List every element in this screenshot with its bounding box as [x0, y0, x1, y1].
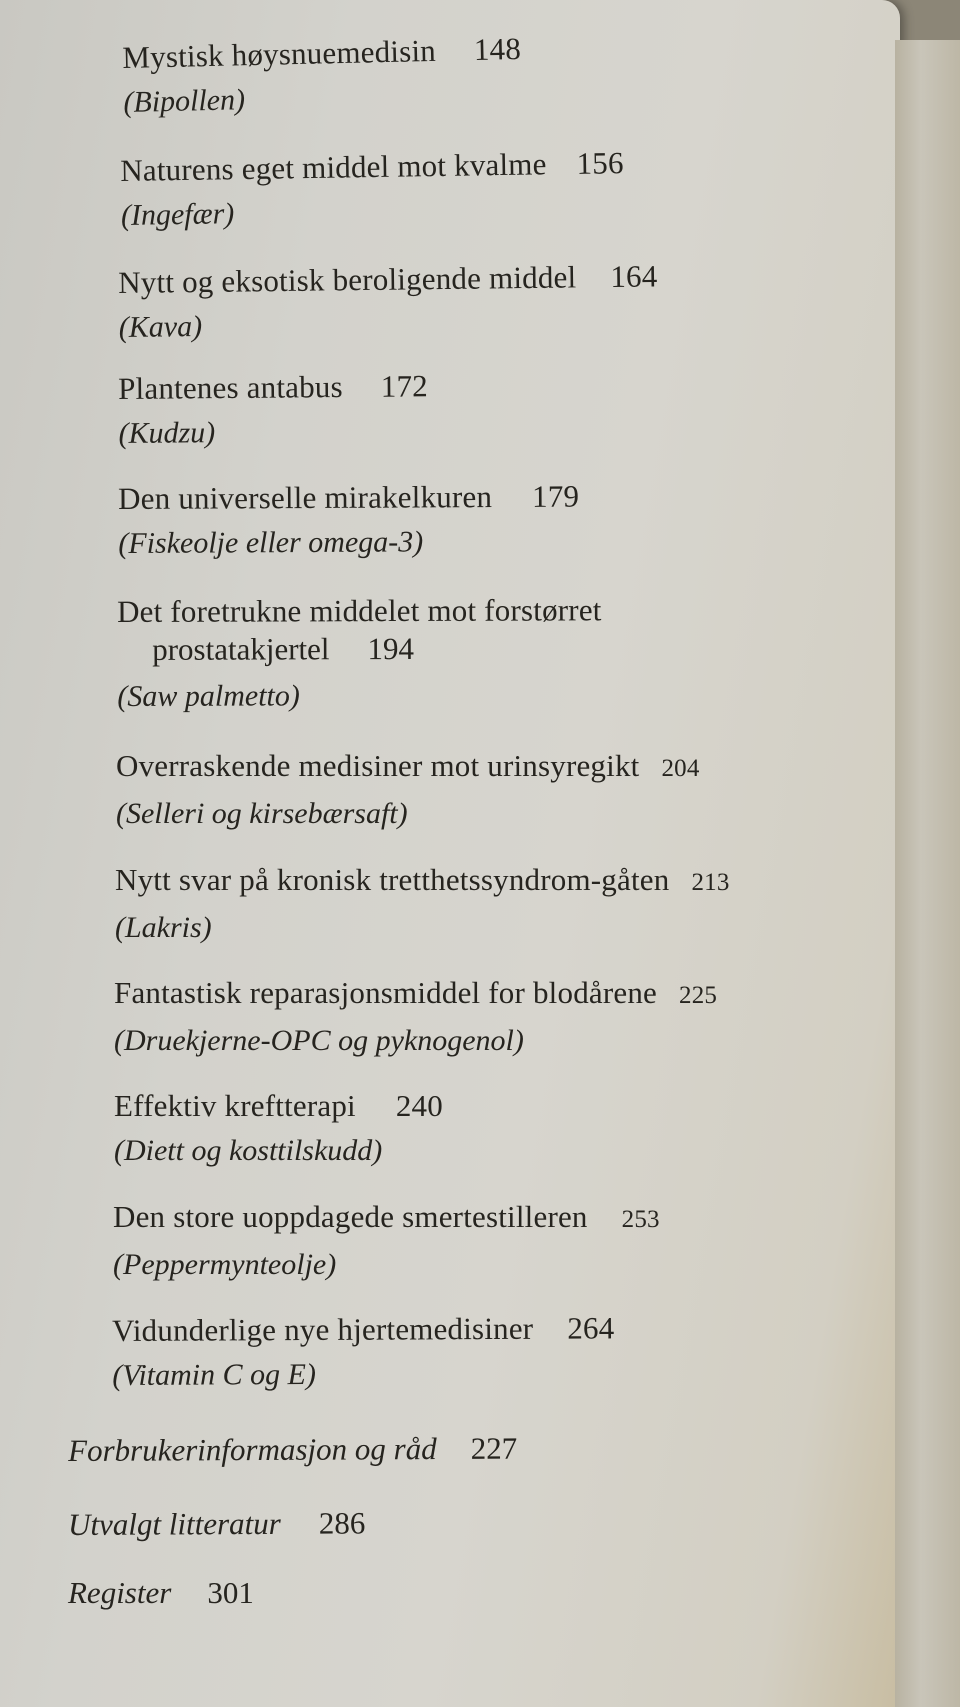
toc-entry-page-number: 194: [367, 630, 415, 667]
toc-entry-title-line: [115, 862, 960, 901]
toc-entry-title-line: [117, 591, 960, 630]
toc-entry-title-line: [118, 476, 960, 517]
toc-entry: [118, 363, 960, 453]
toc-entry-title-line: [114, 975, 960, 1014]
toc-entry-subtitle: (Selleri og kirsebærsaft): [116, 797, 408, 830]
toc-entry: [116, 748, 960, 833]
toc-entry-page-number: 156: [576, 145, 624, 181]
toc-entry-page-number: 213: [691, 869, 730, 896]
toc-entry-page-number: 240: [395, 1088, 443, 1123]
toc-entry-title: Plantenes antabus: [118, 369, 343, 406]
toc-entry-title-line: [118, 254, 960, 301]
toc-entry-title-line: [118, 363, 960, 407]
toc-entry: [115, 862, 960, 947]
toc-entry: [117, 591, 960, 716]
toc-entry-subtitle: (Saw palmetto): [117, 679, 300, 713]
toc-section: [68, 1575, 254, 1611]
toc-section-page-number: 301: [207, 1575, 254, 1610]
toc-entry: [118, 476, 960, 563]
toc-entry-title-line: [116, 748, 960, 787]
toc-entry-page-number: 148: [473, 30, 522, 68]
toc-section: [68, 1505, 365, 1543]
toc-entry-title: Fantastisk reparasjonsmiddel for blodårene: [114, 975, 657, 1010]
toc-entry-title: Naturens eget middel mot kvalme: [120, 146, 547, 188]
toc-entry: [120, 139, 960, 235]
toc-entry: [118, 254, 960, 347]
toc-entry-subtitle: (Druekjerne-OPC og pyknogenol): [114, 1024, 524, 1057]
toc-entry-title: Overraskende medisiner mot urinsyregikt: [116, 748, 640, 783]
toc-section-title: Register: [68, 1575, 172, 1610]
toc-entry: [114, 975, 960, 1060]
toc-entry-subtitle: (Kudzu): [118, 416, 216, 450]
toc-entry-title: Nytt svar på kronisk tretthetssyndrom-gåten: [115, 862, 670, 897]
toc-entry-page-number: 204: [661, 755, 700, 782]
toc-entry-page-number: 225: [679, 982, 718, 1009]
toc-entry-subtitle: (Bipollen): [123, 83, 246, 119]
toc-entry-title-line: [113, 1199, 960, 1238]
toc-section: [68, 1431, 517, 1469]
toc-section-page-number: 227: [470, 1430, 518, 1466]
toc-entry-page-number: 264: [567, 1310, 615, 1346]
toc-entry-title-continuation: prostatakjertel: [152, 631, 330, 667]
toc-entry-subtitle: (Lakris): [115, 911, 212, 944]
toc-entry-subtitle: (Kava): [118, 309, 203, 344]
toc-entry: [114, 1088, 960, 1170]
toc-entry-subtitle: (Ingefær): [120, 197, 235, 232]
toc-entry-subtitle: (Fiskeolje eller omega-3): [118, 525, 424, 560]
toc-entry: [112, 1308, 960, 1395]
toc-entry-title: Effektiv kreftterapi: [114, 1088, 356, 1123]
toc-entry-title-line: [114, 1088, 960, 1124]
toc-entry-title: Det foretrukne middelet mot forstørret: [117, 592, 602, 629]
toc-section-title: Forbrukerinformasjon og råd: [68, 1431, 437, 1468]
toc-entry-subtitle: (Diett og kosttilskudd): [114, 1134, 383, 1167]
toc-entry-title: Den universelle mirakelkuren: [118, 479, 493, 516]
toc-entry-title: Nytt og eksotisk beroligende middel: [118, 259, 577, 300]
toc-entry: [113, 1199, 960, 1284]
toc-entry-continuation-line: [117, 627, 960, 670]
toc-entry-page-number: 179: [532, 478, 580, 514]
toc-entry-title-line: [112, 1308, 960, 1349]
toc-section-page-number: 286: [318, 1505, 366, 1541]
toc-section-title: Utvalgt litteratur: [68, 1505, 281, 1542]
toc-entry-subtitle: (Peppermynteolje): [113, 1248, 337, 1281]
toc-entry-title: Den store uoppdagede smertestilleren: [113, 1199, 588, 1234]
toc-entry-title-line: [120, 139, 960, 189]
toc-entry-page-number: 164: [610, 258, 658, 294]
toc-entry-title: Vidunderlige nye hjertemedisiner: [112, 1310, 534, 1348]
toc-entry: [122, 20, 960, 122]
toc-entry-subtitle: (Vitamin C og E): [112, 1357, 317, 1392]
toc-entry-title: Mystisk høysnuemedisin: [122, 32, 437, 75]
toc-entry-page-number: 172: [380, 368, 429, 404]
toc-entry-page-number: 253: [621, 1206, 660, 1233]
